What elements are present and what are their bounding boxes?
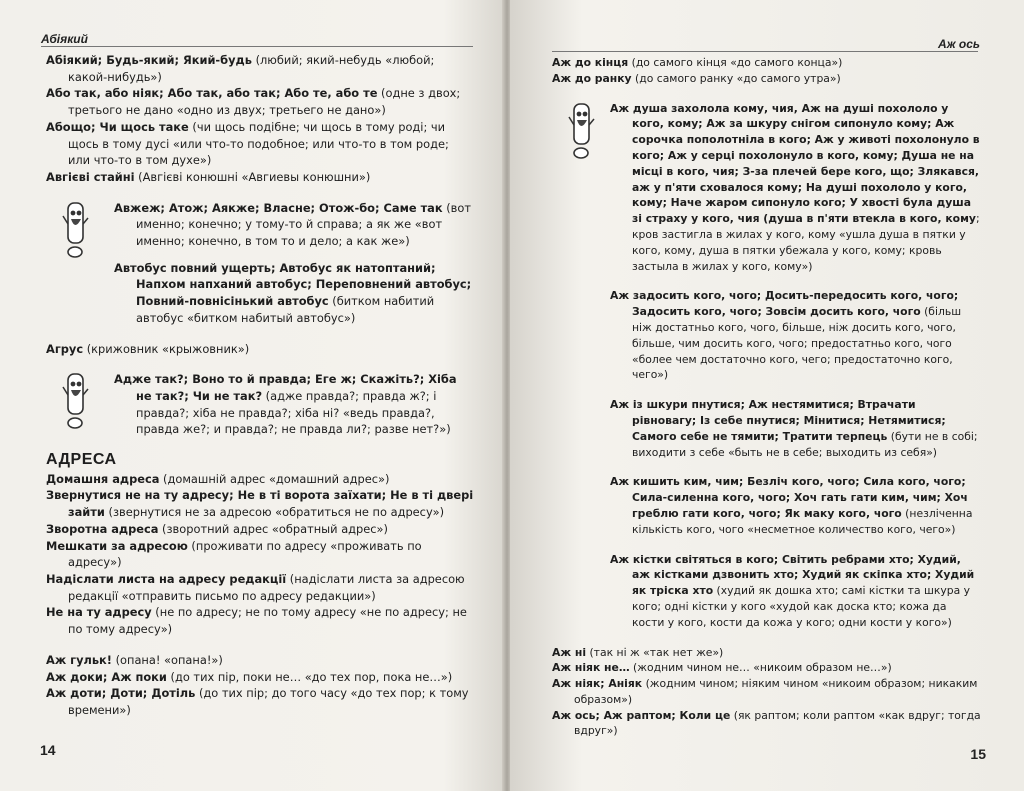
running-head-right: Аж ось xyxy=(938,37,980,51)
section-title: АДРЕСА xyxy=(46,451,117,469)
entry-definition: (до самого ранку «до самого утра») xyxy=(631,71,841,85)
entry-group xyxy=(552,55,982,87)
entry-definition: (крижовник «крыжовник») xyxy=(83,341,250,356)
entry-definition: (битком набитий автобус «битком набитый автобус») xyxy=(136,294,435,325)
right-column xyxy=(552,55,982,739)
entry-term: Звернутися не на ту адресу; Не в ті ворота заїхати; Не в ті двері зайти xyxy=(46,488,474,520)
entry-group xyxy=(610,474,982,537)
entry-definition: (до самого кінця «до самого конца») xyxy=(628,56,843,69)
entry-term: Аж кістки світяться в кого; Світить ребрами хто; Худий, аж кістками дзвонить хто; Худий як скіпка хто; Худий як тріска хто xyxy=(610,552,975,598)
mascot-block xyxy=(46,371,474,438)
dictionary-entry xyxy=(552,71,982,87)
entry-term: Авгієві стайні xyxy=(46,169,135,184)
left-column xyxy=(46,52,474,719)
entry-term: Аж кишить ким, чим; Безліч кого, чого; Сила кого, чого; Сила-силенна кого, чого; Хоч гать гати ким, чим; Хоч греблю гати кого, чого; Як маку кого, чого xyxy=(610,475,968,520)
dictionary-entry xyxy=(114,260,474,327)
indented-block xyxy=(552,397,982,460)
dictionary-entry xyxy=(114,371,474,438)
entry-definition: (вот именно; конечно; у тому-то й справа; а як же «вот именно; конечно, в том то и дело; а как же») xyxy=(136,200,471,249)
entry-term: Аж душа захолола кому, чия, Аж на душі похололо у кого, кому; Аж за шкуру снігом сипонуло кому; Аж сорочка пополотніла в кого; Аж у животі похолонуло в кого; Аж у серці похолонуло в кого, кому; Душа не на місці в кого, чия; З-за плечей бере кого, що; Злякався, аж у п'яти сховалося кому; На душі похололо у кого, кому; Наче жаром сипонуло кого; У хвості була душа зі страху у кого, чия (душа в п'яти втекла в кого, кому xyxy=(610,101,980,226)
entry-definition: (одне з двох; третього не дано «одно из двух; третьего не дано») xyxy=(68,86,461,118)
entry-term: Зворотна адреса xyxy=(46,521,159,536)
dictionary-entry xyxy=(46,119,474,169)
entry-group xyxy=(610,101,982,275)
entry-definition: (проживати по адресу «проживать по адресу») xyxy=(68,538,422,570)
running-head-left: Абіякий xyxy=(41,32,88,46)
entry-group xyxy=(46,341,474,358)
dictionary-entry xyxy=(46,169,474,186)
dictionary-entry xyxy=(46,652,474,669)
entry-term: Аж задосить кого, чого; Досить-передосить кого, чого; Задосить кого, чого; Зовсім досить кого, чого xyxy=(610,289,959,319)
page-number-right: 15 xyxy=(970,746,986,762)
entry-definition: (незліченна кількість кого, чого «несметное количество кого, чего») xyxy=(632,506,973,536)
indented-block xyxy=(552,474,982,537)
dictionary-entry xyxy=(46,538,474,571)
entry-group xyxy=(552,645,982,740)
entry-group xyxy=(114,371,474,438)
entry-definition: (чи щось подібне; чи щось в тому роді; чи щось в тому дусі «или что-то подобное; или что-то в том роде; или что-то в том духе») xyxy=(68,119,449,168)
entry-term: Домашня адреса xyxy=(46,471,160,486)
dictionary-entry xyxy=(610,474,982,537)
entry-term: Аж до ранку xyxy=(552,71,632,85)
dictionary-entry xyxy=(610,397,982,460)
entry-term: Автобус повний ущерть; Автобус як натоптаний; Напхом напханий автобус; Переповнений автобус; Повний-повнісінький автобус xyxy=(114,260,472,309)
dictionary-entry xyxy=(46,52,474,85)
header-rule xyxy=(552,51,978,52)
left-page xyxy=(0,0,504,791)
right-page xyxy=(510,0,1024,791)
mascot-block xyxy=(46,200,474,327)
entry-group xyxy=(46,471,474,638)
entry-definition: (жодним чином; ніяким чином «никоим образом; никаким образом») xyxy=(574,677,978,706)
entry-definition: (бути не в собі; виходити з себе «быть не в себе; выходить из себя») xyxy=(632,429,978,459)
header-rule xyxy=(41,46,473,47)
entry-term: Або так, або ніяк; Або так, або так; Або те, або те xyxy=(46,86,378,101)
entry-definition: (худий як дошка хто; самі кістки та шкура у кого; одні кістки у кого «худой как доска кто; кожа да кости у кого, кости да кожа у кого; одни кости у кого») xyxy=(632,584,971,629)
entry-term: Авжеж; Атож; Аякже; Власне; Отож-бо; Саме так xyxy=(114,200,443,215)
entry-term: Агрус xyxy=(46,341,84,356)
mascot-block xyxy=(552,101,982,275)
dictionary-entry xyxy=(46,669,474,686)
page-number-left: 14 xyxy=(40,742,56,758)
entry-term: Абіякий; Будь-який; Який-будь xyxy=(46,53,252,67)
entry-group xyxy=(46,652,474,719)
entry-definition: (до тих пір; до того часу «до тех пор; к тому времени») xyxy=(68,686,469,717)
entry-group xyxy=(610,397,982,460)
entry-definition: (надіслати листа за адресою редакції «отправить письмо по адресу редакции») xyxy=(68,571,465,603)
entry-term: Аж із шкури пнутися; Аж нестямитися; Втрачати рівновагу; Із себе пнутися; Мінитися; Нетямитися; Самого себе не тямити; Тратити терпець xyxy=(610,398,946,443)
indented-block xyxy=(552,552,982,631)
entry-definition: (жодним чином не… «никоим образом не…») xyxy=(629,661,892,675)
dictionary-entry xyxy=(46,521,474,538)
entry-definition: (зворотний адрес «обратный адрес») xyxy=(158,521,388,536)
entry-group xyxy=(610,552,982,631)
dictionary-entry xyxy=(46,604,474,637)
entry-definition: (як раптом; коли раптом «как вдруг; тогда вдруг») xyxy=(574,708,981,738)
dictionary-entry xyxy=(552,55,982,71)
entry-term: Мешкати за адресою xyxy=(46,538,188,553)
exclamation-mascot-icon xyxy=(62,373,96,429)
entry-group xyxy=(610,288,982,383)
entry-term: Аж ось; Аж раптом; Коли це xyxy=(552,708,731,722)
dictionary-entry xyxy=(46,571,474,604)
exclamation-mascot-icon xyxy=(62,202,96,258)
dictionary-entry xyxy=(46,685,474,718)
dictionary-entry xyxy=(114,200,474,250)
entry-term: Не на ту адресу xyxy=(46,605,152,620)
dictionary-entry xyxy=(46,85,474,118)
exclamation-mascot-icon xyxy=(568,103,602,159)
entry-definition: (звернутися не за адресою «обратиться не по адресу») xyxy=(104,505,445,520)
dictionary-entry xyxy=(46,487,474,520)
entry-term: Аж ні xyxy=(552,645,587,659)
entry-definition: ; кров застигла в жилах у кого, кому «ушла душа в пятки у кого, кому, душа в пятки убежала у кого, кому; кровь застыла в жилах у кого, кому») xyxy=(632,212,980,273)
entry-term: Аж гульк! xyxy=(46,652,112,667)
dictionary-entry xyxy=(552,645,982,661)
entry-definition: (до тих пір, поки не… «до тех пор, пока не…») xyxy=(166,669,453,684)
dictionary-entry xyxy=(552,676,982,708)
entry-group xyxy=(114,200,474,327)
dictionary-entry xyxy=(552,660,982,676)
entry-term: Аж ніяк; Аніяк xyxy=(552,677,643,691)
entry-definition: (опана! «опана!») xyxy=(111,652,223,667)
dictionary-entry xyxy=(552,708,982,740)
entry-term: Аж ніяк не… xyxy=(552,661,630,675)
entry-definition: (так ні ж «так нет же») xyxy=(586,645,724,659)
entry-definition: (більш ніж достатньо кого, чого, більше, ніж досить кого, чого, більше, чим досить кого, чого; предостатньо кого, чого «более чем достаточно кого, чего; предостаточно кого, чего») xyxy=(632,305,962,382)
indented-block xyxy=(552,288,982,383)
entry-definition: (любий; який-небудь «любой; какой-нибудь») xyxy=(68,53,435,84)
dictionary-entry xyxy=(46,341,474,358)
spacer xyxy=(114,250,474,260)
dictionary-entry xyxy=(610,552,982,631)
entry-term: Аж доти; Доти; Дотіль xyxy=(46,686,196,701)
entry-term: Абощо; Чи щось таке xyxy=(46,119,189,134)
dictionary-entry xyxy=(46,471,474,488)
entry-group xyxy=(46,52,474,186)
dictionary-entry xyxy=(610,101,982,275)
entry-definition: (Авгієві конюшні «Авгиевы конюшни») xyxy=(134,169,371,184)
entry-definition: (домашній адрес «домашний адрес») xyxy=(159,471,390,486)
entry-definition: (не по адресу; не по тому адресу «не по адресу; не по тому адресу») xyxy=(68,605,467,637)
entry-definition: (адже правда?; правда ж?; і правда?; хіба не правда?; хіба ні? «ведь правда?, правда же?; и правда?; не правда ли?; разве нет?») xyxy=(136,388,451,437)
entry-term: Аж до кінця xyxy=(552,56,629,69)
dictionary-entry xyxy=(610,288,982,383)
entry-term: Аж доки; Аж поки xyxy=(46,669,167,684)
entry-term: Надіслати листа на адресу редакції xyxy=(46,571,287,586)
entry-term: Адже так?; Воно то й правда; Еге ж; Скажіть?; Хіба не так?; Чи не так? xyxy=(114,372,457,403)
